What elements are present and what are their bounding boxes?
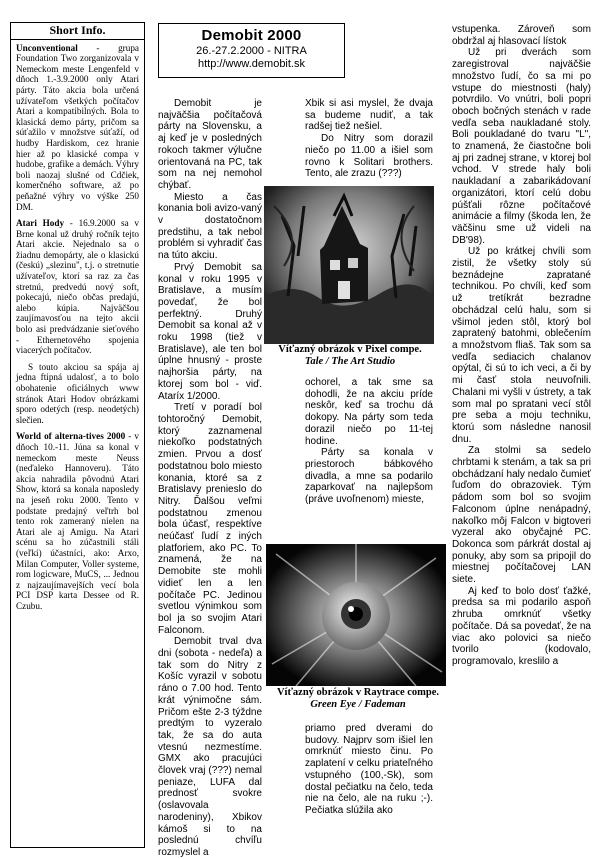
paragraph: Xbik si asi myslel, že dvaja sa budeme nudiť, a tak radšej tiež nešiel.: [305, 98, 433, 133]
paragraph: ochorel, a tak sme sa dohodli, že na akciu príde neskôr, keď sa trochu dá dokopy. Na párty som teda dorazil niečo po 11-tej hodine.: [305, 377, 433, 447]
short-info-box: [10, 22, 145, 848]
paragraph: Tretí v poradí bol tohtoročný Demobit, ktorý zaznamenal niekoľko podstatných zmien. Prvou a dosť podstatnou bolo miesto konania, ktoré sa z Bratislavy prenieslo do Nitry. Ďalšou veľmi podstatnou zmenou bola účasť, respektíve neúčasť ľudí z iných platforiem, ako PC. To znamená, že na Demobite ste mohli vidieť len a len počítače PC. Jedinou svetlou výnimkou som bol ja so svojim Atari Falconom.: [158, 402, 262, 636]
figure-1-caption: [262, 344, 438, 368]
short-info-item-text: - 16.9.2000 sa v Brne konal už druhý ročník tejto Atari akcie. Nejednalo sa o žiadnu demopárty, ale o klasickú (českú) „slezinu", t.j. o stretnutie užívateľov, ktorí sa raz za čas stretnú, predvedú nový soft, pokecajú, niečo občas predajú, alebo kúpia. Najväčšou zaujímavosťou na tejto akcii bolo asi predvádzanie sieťového - Ethernetového spojenia viacerých počítačov.: [16, 218, 139, 356]
paragraph: Prvý Demobit sa konal v roku 1995 v Bratislave, a musím povedať, že bol perfektný. Druhý Demobit sa konal až v roku 1998 (tiež v Bratislave), ale ten bol úplne hnusný - proste najhoršia párty, na ktorej som bol - viď. Ataríx 1/2000.: [158, 261, 262, 402]
short-info-item: [16, 218, 139, 356]
article-column-1: [158, 98, 262, 859]
short-info-item: [16, 43, 139, 213]
paragraph: Demobit je najväčšia počítačová párty na Slovensku, a aj keď je v posledných rokoch takmer výlučne orientovaná na PC, tak som na nej nemohol chýbať.: [158, 98, 262, 191]
caption-line: Víťazný obrázok v Raytrace compe.: [276, 687, 440, 698]
paragraph: Už po krátkej chvíli som zistil, že všetky stoly sú beznádejne zapratané technikou. Po chvíli, keď som už tretíkrát bezradne obchádzal celú halu, som si všimol jeden stôl, ktorý bol zapratený batohmi, oblečením a množstvom fliaš. Tak som sa vedľa sediacich chalanov opýtal, či sú to ich veci, a či by mi časť stola neuvoľnili. Chalani mi vyšli v ústrety, a tak som mal po spratani vecí stôl pre seba a moju techniku, ktorú som následne nanosil dnu.: [452, 246, 591, 445]
caption-line: Víťazný obrázok v Pixel compe.: [278, 344, 422, 355]
paragraph: priamo pred dverami do budovy. Najprv som išiel len omrknúť miesto činu. Po zaplatení v celku priateľného vstupného (100,-Sk), som dostal pečiatku na čelo, teda nie na čelo, ale na ruku ;-). Pečiatka slúžila ako: [305, 723, 433, 816]
short-info-item: [16, 431, 139, 611]
figure-green-eye-image: [266, 544, 446, 686]
article-title: Demobit 2000: [201, 27, 302, 44]
short-info-item-text: - grupa Foundation Two zorganizovala v Nemeckom meste Lengenfeld v dňoch 1.-3.9.2000 only Atari párty. Táto akcia bola určená užívateľom všetkých počítačov Atari a kompatibilných. Bola to klasická demo párty, pričom sa súťažilo v množstve súťaží, od hudby Hardiskom, cez hranie hier až po klasické compa v hudobe, grafike a demách. Výhry boli naozaj slušné od Cdčiek, komerčného software, až po peňažné výhry vo výške 250 DM.: [16, 42, 139, 212]
short-info-item-head: Atari Hody: [16, 218, 65, 229]
paragraph: Aj keď to bolo dosť ťažké, predsa sa mi podarilo aspoň zhruba omrknúť všetky počítače. Dá sa povedať, že na viac ako polovici sa niečo tvorilo (kodovalo, programovalo, kreslilo a: [452, 585, 591, 667]
short-info-item-text: - v dňoch 10.-11. Júna sa konal v nemeckom meste Neuss (neďaleko Hannoveru). Táto akcia nahradila pôvodnú Atari Show, ktorá sa konala naposledy na jeseň roku 2000. Tento v podstate predajný veľtrh bol tento rok zameraný nielen na Atari ale aj Amigu. Na Atari scénu sa ho zúčastnili stáli (veľkí) účastníci, ako: Arxo, Milan Computer, Voller systeme, rom logicware, MuCS, ... Jednou z najzaujímavejších vecí bola PCI DSP karta Dessee od R. Czubu.: [16, 431, 139, 611]
caption-credit: Tale / The Art Studio: [304, 356, 396, 367]
paragraph: Za stolmi sa sedelo chrbtami k stenám, a tak sa pri obchádzaní haly nedalo čumieť ľuďom do obrazoviek. Tým pádom som bol so svojim Falconom úplne nenápadný, nakoľko môj Falcon v bigtoveri vyzeral ako obyčajné PC. Dokonca som párkrát dostal aj ponuky, aby som sa pripojil do miestnej počítačovej LAN siete.: [452, 445, 591, 586]
paragraph: Do Nitry som dorazil niečo po 11.00 a išiel som rovno k Solitari brothers. Tento, ale zrazu (???): [305, 133, 433, 180]
short-info-item-text: S touto akciou sa spája aj jedna ftipná udalosť, a to bolo obohatenie oficiálnych www stránok Atari Hodov obrázkami sporo odetých (resp. neodetých) slečien.: [16, 361, 139, 425]
short-info-body: [11, 40, 144, 612]
short-info-item-head: World of alterna-tives 2000: [16, 431, 126, 442]
article-column-2-bottom: [305, 723, 433, 817]
short-info-item-head: Unconventional: [16, 42, 78, 53]
article-url: http://www.demobit.sk: [198, 58, 305, 70]
article-column-2-middle: [305, 377, 433, 506]
short-info-title: Short Info.: [11, 23, 144, 40]
paragraph: Párty sa konala v priestoroch bábkového divadla, a mne sa podarilo zaparkovať na najlepšom (práve uvoľnenom) mieste,: [305, 447, 433, 506]
article-dates: 26.-27.2.2000 - NITRA: [196, 45, 307, 57]
article-header: [158, 23, 345, 78]
short-info-item: [16, 362, 139, 426]
figure-haunted-house-image: [264, 186, 434, 344]
paragraph: vstupenka. Zároveň som obdržal aj hlasovací lístok: [452, 24, 591, 47]
paragraph: Demobit trval dva dni (sobota - nedeľa) a tak som do Nitry z Košíc vyrazil v sobotu ráno o 7.00 hod. Tento krát výnimočne sám. Pričom ešte 2-3 týždne predtým to vyzeralo tak, že sa do auta vtesnú nezmestíme. GMX ako pracujúci človek vraj (???) nemal peniaze, LUFA dal prednosť svokre (oslavovala narodeniny), Xbikov kámoš si to na poslednú chvíľu rozmyslel a: [158, 636, 262, 858]
article-column-2-top: [305, 98, 433, 180]
paragraph: Miesto a čas konania boli avizo-vaný v dostatočnom predstihu, a tak nebol problém si vyhradiť čas na túto akciu.: [158, 191, 262, 262]
article-column-3: [452, 24, 591, 668]
figure-2-caption: [262, 687, 454, 711]
caption-credit: Green Eye / Fademan: [310, 699, 406, 710]
paragraph: Už pri dverách som zaregistroval najväčšie množstvo ľudí, čo sa mi po vstupe do miestnosti (haly) potvrdilo. Vo vnútri, boli popri oboch bočných stenách v rade vedľa seba naukladané stoly. Boli poukladané do tvaru "L", to znamená, že čiastočne boli aj pri zadnej strane, v ktorej bol vchod. V strede haly boli naukladaní a zabarikádovaní organizátori, ktorí celú dobu púšťali rôzne počítačové animácie a filmy (škoda len, že väčšinu sme už videli na DB'98).: [452, 47, 591, 246]
